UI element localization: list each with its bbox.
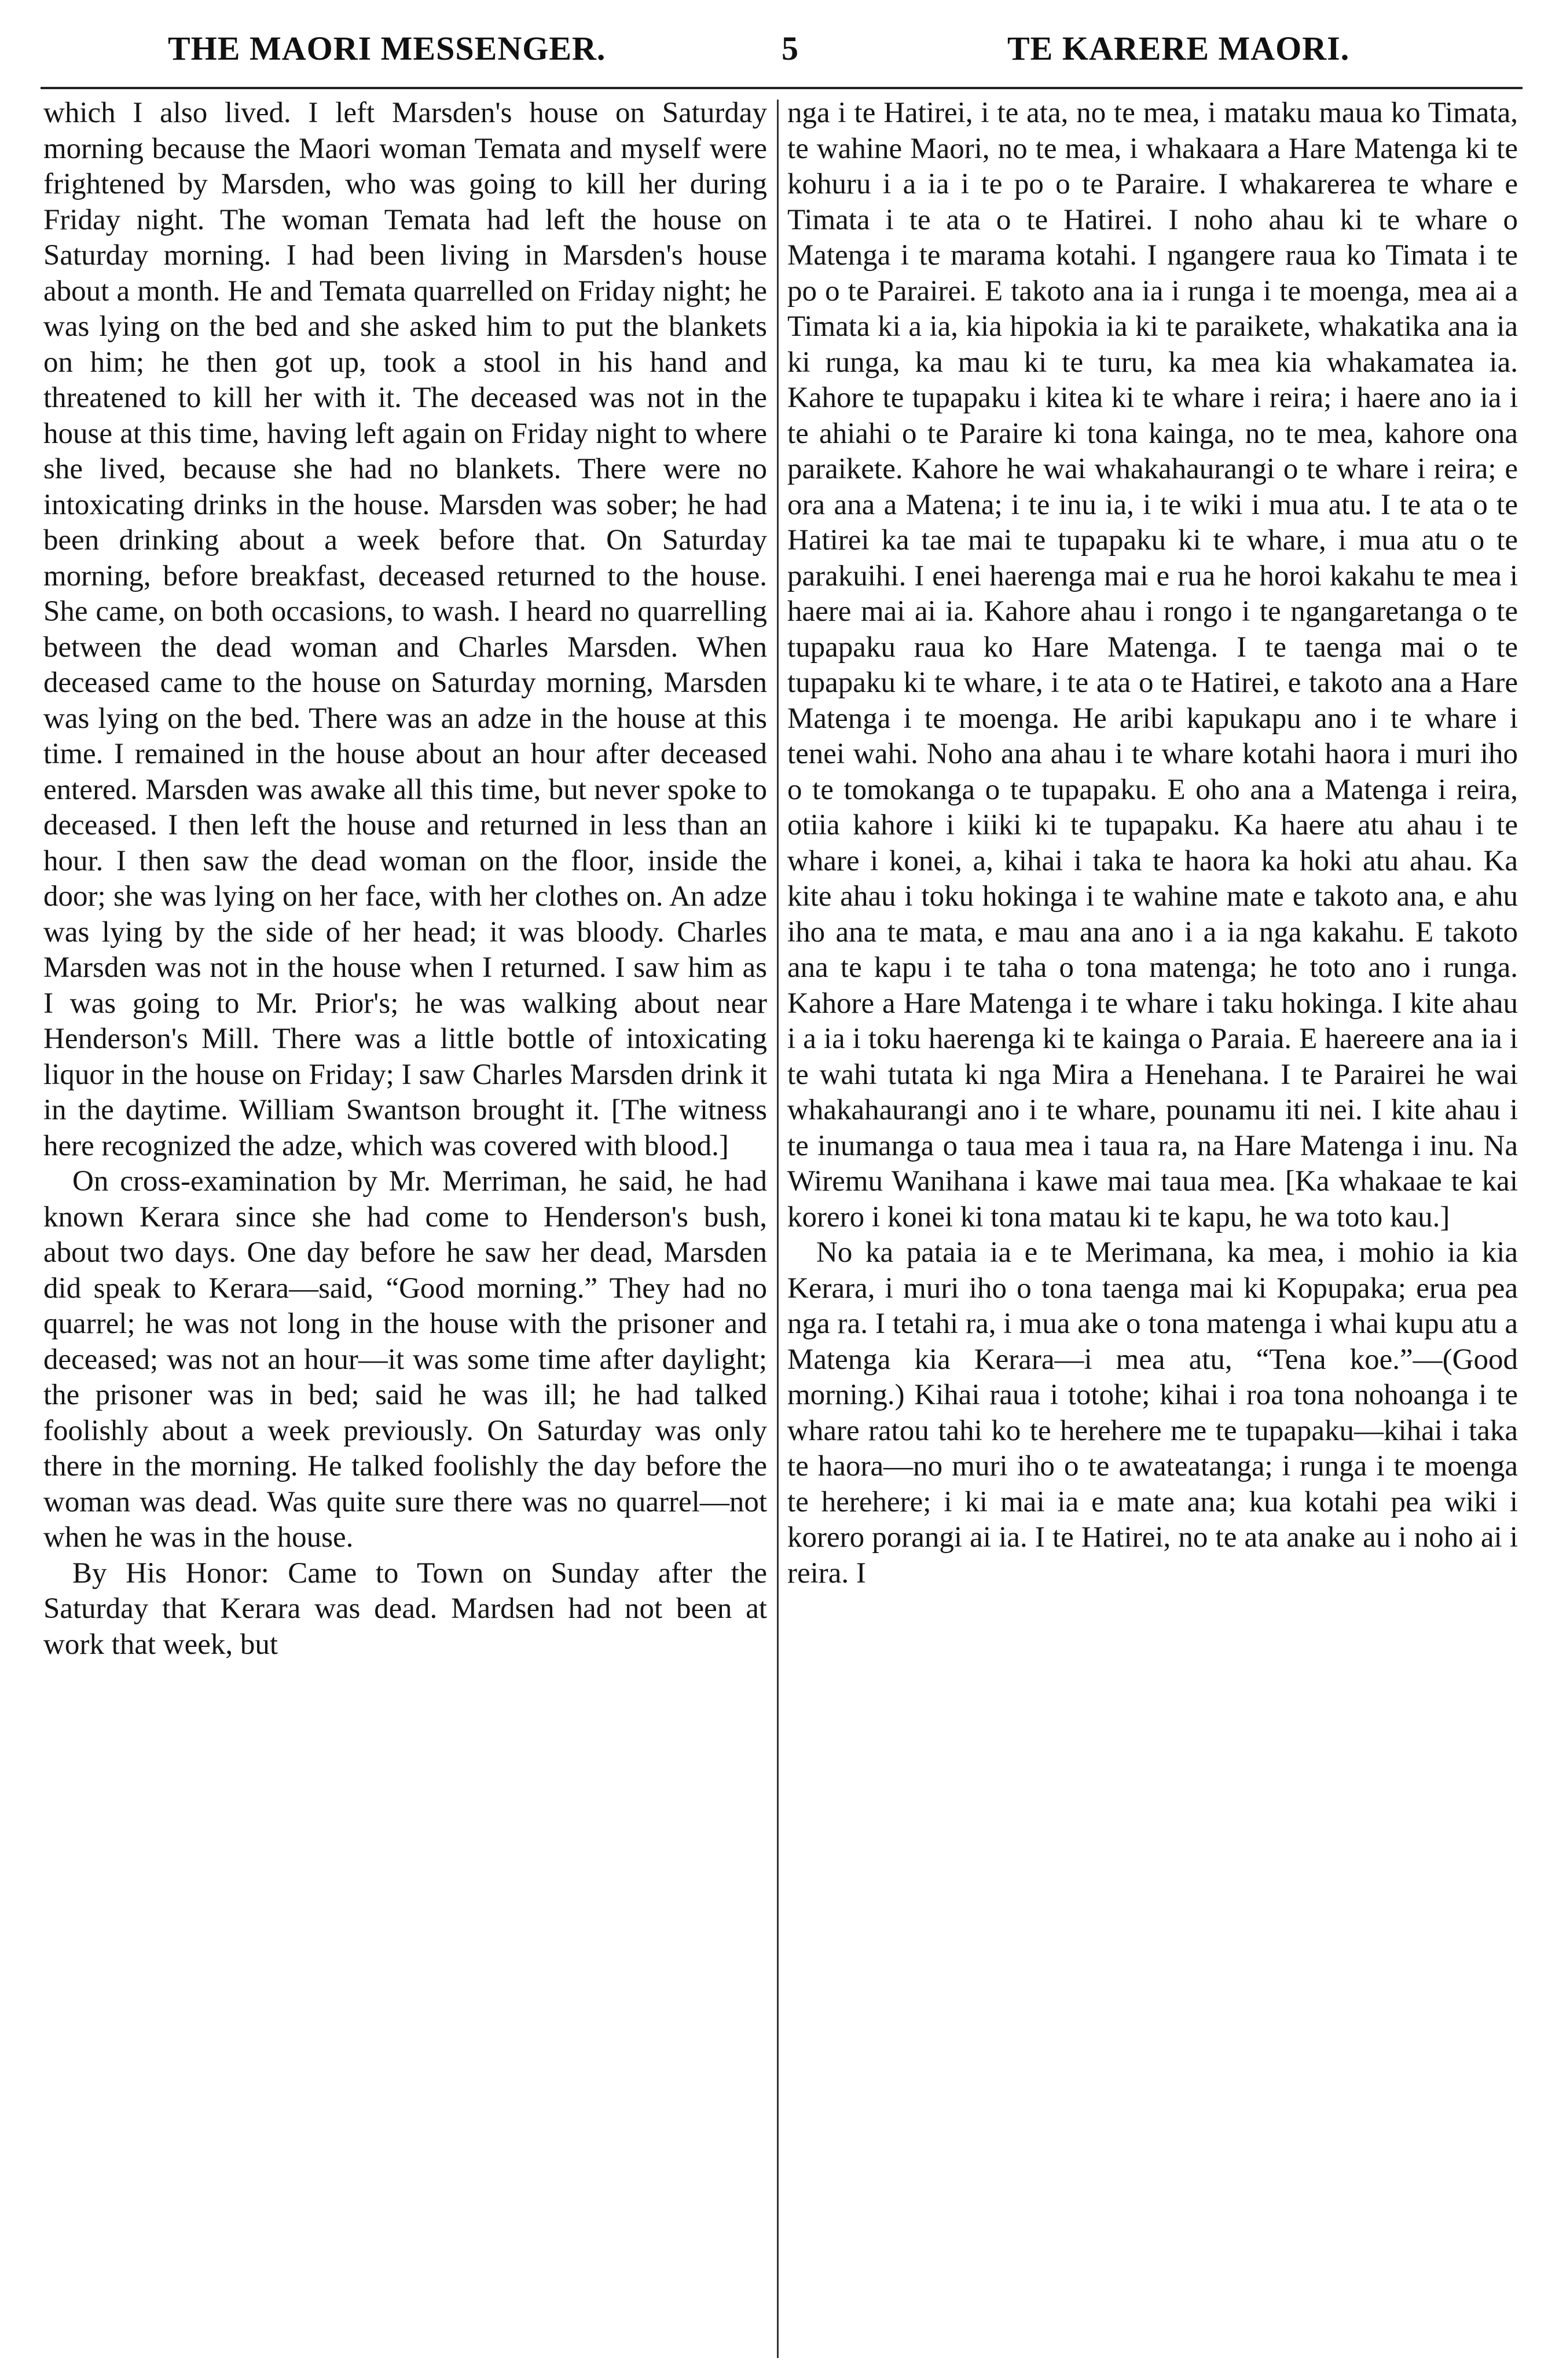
masthead: [35, 12, 1524, 75]
english-paragraph-by-his-honor: By His Honor: Came to Town on Sunday after the Saturday that Kerara was dead. Mardsen had not been at work that week, but: [43, 1557, 767, 1661]
english-paragraph-cross-examination: On cross-examination by Mr. Merriman, he said, he had known Kerara since she had come to Henderson's bush, about two days. One day before he saw her dead, Marsden did speak to Kerara—said, “Good morning.” They had no quarrel; he was not long in the house with the prisoner and deceased; was not an hour—it was some time after daylight; the prisoner was in bed; said he was ill; he had talked foolishly about a week previously. On Saturday was only there in the morning. He talked foolishly the day before the woman was dead. Was quite sure there was no quarrel—not when he was in the house.: [43, 1165, 767, 1554]
maori-paragraph-cross-examination: No ka pataia ia e te Merimana, ka mea, i mohio ia kia Kerara, i muri iho o tona taenga mai ki Kopupaka; erua pea nga ra. I tetahi ra, i mua ake o tona matenga i whai kupu atu a Matenga kia Kerara—i mea atu, “Tena koe.”—(Good morning.) Kihai raua i totohe; kihai i roa tona nohoanga i te whare ratou tahi ko te herehere me te tupapaku—kihai i taka te haora—no muri iho o te awateatanga; i runga i te moenga te herehere; i ki mai ia e mate ana; kua kotahi pea wiki i korero porangi ai ia. I te Hatirei, no te ata anake au i noho ai i reira. I: [787, 1236, 1518, 1590]
english-column: [43, 96, 767, 2371]
header-rule: [41, 87, 1523, 89]
maori-paragraph-testimony: nga i te Hatirei, i te ata, no te mea, i mataku maua ko Timata, te wahine Maori, no te mea, i whakaara a Hare Matenga ki te kohuru i a ia i te po o te Paraire. I whakarerea te whare e Timata i te ata o te Hatirei. I noho ahau ki te whare o Matenga i te marama kotahi. I ngangere raua ko Timata i te po o te Parairei. E takoto ana ia i runga i te moenga, mea ai a Timata ki a ia, kia hipokia ia ki te paraikete, whakatika ana ia ki runga, ka mau ki te turu, ka mea kia whakamatea ia. Kahore te tupapaku i kitea ki te whare i reira; i haere ano ia i te ahiahi o te Paraire ki tona kainga, no te mea, kahore ona paraikete. Kahore he wai whakahaurangi o te whare i reira; e ora ana a Matena; i te inu ia, i te wiki i mua atu. I te ata o te Hatirei ka tae mai te tupapaku ki te whare, i mua atu o te parakuihi. I enei haerenga mai e rua he horoi kakahu te mea i haere mai ai ia. Kahore ahau i rongo i te ngangaretanga o te tupapaku raua ko Hare Matenga. I te taenga mai o te tupapaku ki te whare, i te ata o te Hatirei, e takoto ana a Hare Matenga i te moenga. He aribi kapukapu ano i te whare i tenei wahi. Noho ana ahau i te whare kotahi haora i muri iho o te tomokanga o te tupapaku. E oho ana a Matenga i reira, otiia kahore i kiiki ki te tupapaku. Ka haere atu ahau i te whare i konei, a, kihai i taka te haora ka hoki atu ahau. Ka kite ahau i toku hokinga i te wahine mate e takoto ana, e ahu iho ana te mata, e mau ana ano i a ia nga kakahu. E takoto ana te kapu i te taha o tona matenga; he toto ano i runga. Kahore a Hare Matenga i te whare i taku hokinga. I kite ahau i a ia i toku haerenga ki te kainga o Paraia. E haereere ana ia i te wahi tutata ki nga Mira a Henehana. I te Parairei he wai whakahaurangi ano i te whare, pounamu iti nei. I kite ahau i te inumanga o taua mea i taua ra, na Hare Matenga i inu. Na Wiremu Wanihana i kawe mai taua mea. [Ka whakaae te kai korero i konei ki tona matau ki te kapu, he wa toto kau.]: [787, 97, 1518, 1233]
maori-column: [787, 96, 1518, 2371]
page-number: 5: [782, 30, 799, 67]
masthead-english-title: THE MAORI MESSENGER.: [168, 30, 606, 67]
column-divider: [777, 100, 779, 2358]
masthead-maori-title: TE KARERE MAORI.: [1007, 30, 1350, 67]
english-paragraph-testimony: which I also lived. I left Marsden's house on Saturday morning because the Maori woman Temata and myself were frightened by Marsden, who was going to kill her during Friday night. The woman Temata had left the house on Saturday morning. I had been living in Marsden's house about a month. He and Temata quarrelled on Friday night; he was lying on the bed and she asked him to put the blankets on him; he then got up, took a stool in his hand and threatened to kill her with it. The deceased was not in the house at this time, having left again on Friday night to where she lived, because she had no blankets. There were no intoxicating drinks in the house. Marsden was sober; he had been drinking about a week before that. On Saturday morning, before breakfast, deceased returned to the house. She came, on both occasions, to wash. I heard no quarrelling between the dead woman and Charles Marsden. When deceased came to the house on Saturday morning, Marsden was lying on the bed. There was an adze in the house at this time. I remained in the house about an hour after deceased entered. Marsden was awake all this time, but never spoke to deceased. I then left the house and returned in less than an hour. I then saw the dead woman on the floor, inside the door; she was lying on her face, with her clothes on. An adze was lying by the side of her head; it was bloody. Charles Marsden was not in the house when I returned. I saw him as I was going to Mr. Prior's; he was walking about near Henderson's Mill. There was a little bottle of intoxicating liquor in the house on Friday; I saw Charles Marsden drink it in the daytime. William Swantson brought it. [The witness here recognized the adze, which was covered with blood.]: [43, 97, 767, 1162]
